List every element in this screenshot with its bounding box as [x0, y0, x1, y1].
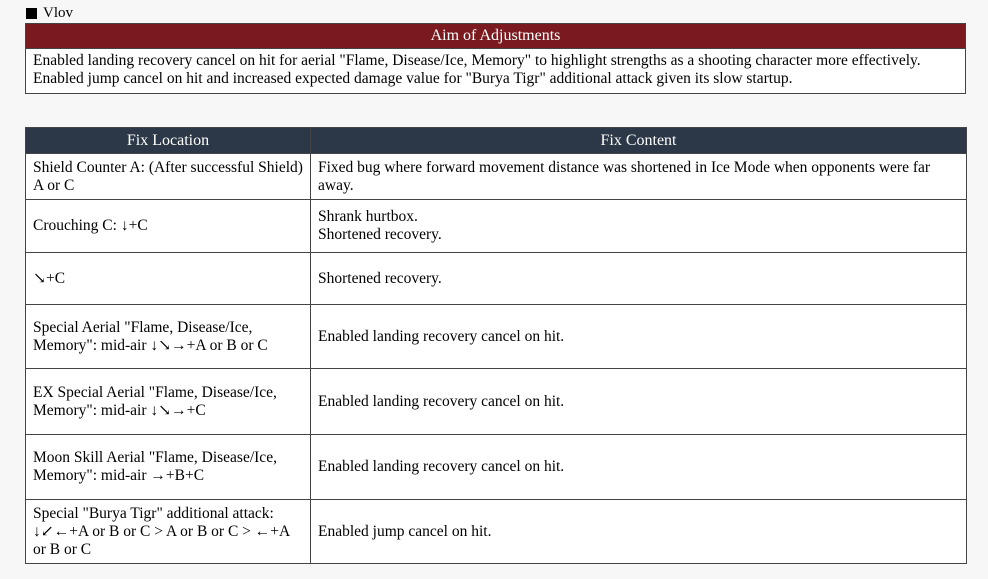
fix-content-line: Fixed bug where forward movement distance was shortened in Ice Mode when opponents were far away. — [318, 158, 931, 194]
table-row — [26, 305, 967, 369]
character-name: Vlov — [43, 5, 73, 21]
fix-content-cell — [311, 500, 967, 564]
fix-content-cell — [311, 200, 967, 253]
aim-line: Enabled landing recovery cancel on hit for aerial "Flame, Disease/Ice, Memory" to highlight strengths as a shooting character more effectively. — [33, 52, 921, 69]
fix-location-cell: Moon Skill Aerial "Flame, Disease/Ice, Memory": mid-air →+B+C — [26, 435, 311, 500]
table-row — [26, 200, 967, 253]
square-bullet-icon — [26, 8, 37, 19]
fix-content-line: Enabled landing recovery cancel on hit. — [318, 327, 565, 345]
fix-content-header: Fix Content — [311, 128, 967, 154]
aim-title: Aim of Adjustments — [26, 24, 965, 49]
fix-content-cell — [311, 369, 967, 435]
aim-body — [26, 49, 965, 93]
table-row — [26, 500, 967, 564]
fix-content-cell — [311, 305, 967, 369]
table-row — [26, 154, 967, 200]
fix-location-cell: ↘+C — [26, 253, 311, 305]
table-row — [26, 435, 967, 500]
table-header-row — [26, 128, 967, 154]
fix-location-cell: Special Aerial "Flame, Disease/Ice, Memory": mid-air ↓↘→+A or B or C — [26, 305, 311, 369]
aim-line: Enabled jump cancel on hit and increased expected damage value for "Burya Tigr" additional attack given its slow startup. — [33, 70, 793, 87]
fix-content-line: Shrank hurtbox. — [318, 208, 418, 225]
fix-content-cell — [311, 435, 967, 500]
fix-location-cell: Shield Counter A: (After successful Shield) A or C — [26, 154, 311, 200]
character-heading — [26, 4, 73, 22]
fix-content-line: Enabled landing recovery cancel on hit. — [318, 458, 565, 475]
fix-location-cell: Crouching C: ↓+C — [26, 200, 311, 253]
fix-content-cell — [311, 154, 967, 200]
fix-location-cell: Special "Burya Tigr" additional attack: ↓↙←+A or B or C > A or B or C > ←+A or B or C — [26, 500, 311, 564]
fix-table — [25, 127, 967, 564]
fix-content-line: Shortened recovery. — [318, 269, 442, 287]
fix-content-line: Enabled landing recovery cancel on hit. — [318, 392, 565, 410]
fix-content-line: Shortened recovery. — [318, 226, 442, 243]
fix-location-header: Fix Location — [26, 128, 311, 154]
fix-content-line: Enabled jump cancel on hit. — [318, 522, 492, 540]
fix-content-cell — [311, 253, 967, 305]
table-row — [26, 369, 967, 435]
fix-location-cell: EX Special Aerial "Flame, Disease/Ice, Memory": mid-air ↓↘→+C — [26, 369, 311, 435]
table-row — [26, 253, 967, 305]
aim-section — [25, 23, 966, 94]
